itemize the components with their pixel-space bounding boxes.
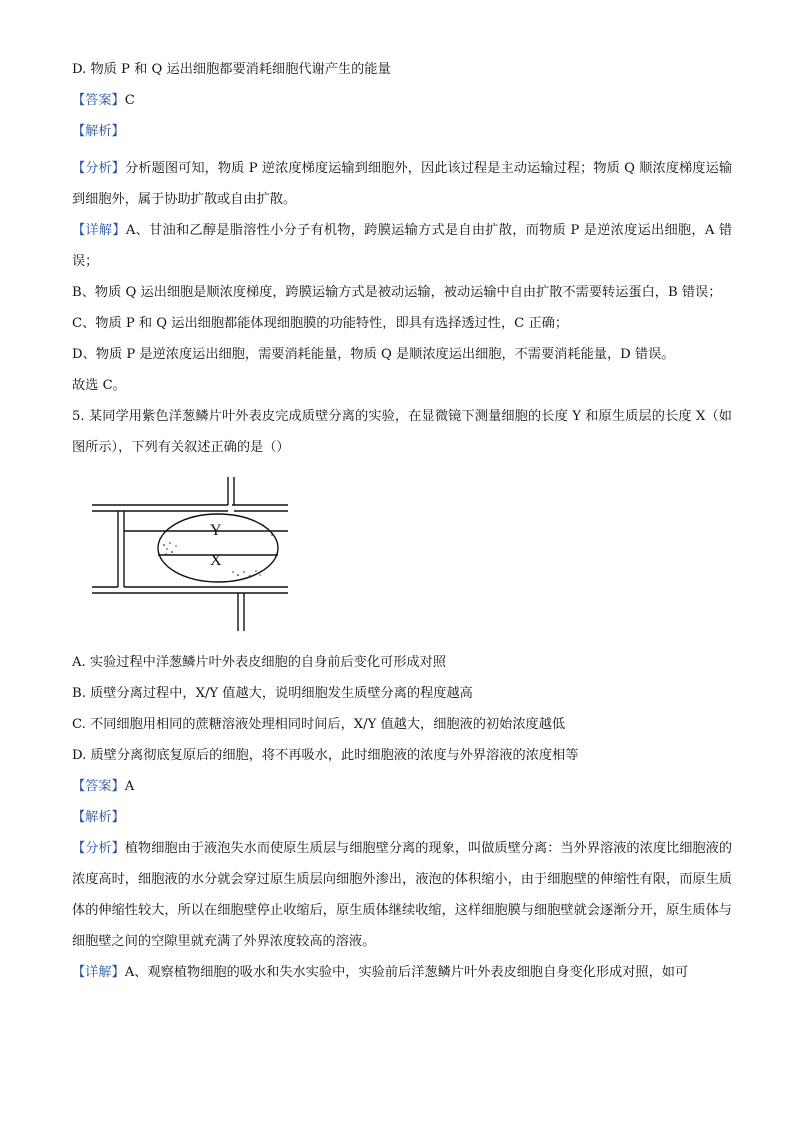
answer-value: C: [124, 93, 135, 108]
q4-xiangjie-b: B、物质 Q 运出细胞是顺浓度梯度，跨膜运输方式是被动运输，被动运输中自由扩散不需要转运蛋白，B 错误；: [72, 285, 722, 300]
xiangjie-a-text: A、观察植物细胞的吸水和失水实验中，实验前后洋葱鳞片叶外表皮细胞自身变化形成对照，如可: [124, 965, 689, 980]
q4-fenxi: [72, 153, 732, 215]
document-page: [72, 60, 732, 988]
q4-analysis-tag: 【解析】: [72, 124, 125, 139]
q5-option-c: C. 不同细胞用相同的蔗糖溶液处理相同时间后，X/Y 值越大，细胞液的初始浓度越低: [72, 717, 566, 732]
q4-answer: [72, 91, 732, 111]
fenxi-tag: 【分析】: [72, 161, 126, 176]
fenxi-tag: 【分析】: [72, 841, 125, 856]
fenxi-text: 植物细胞由于液泡失水而使原生质层与细胞壁分离的现象，叫做质壁分离：当外界溶液的浓度比细胞液的浓度高时，细胞液的水分就会穿过原生质层向细胞外渗出，液泡的体积缩小，由于细胞壁的伸缩性有限，而原生质体的伸缩性较大，所以在细胞壁停止收缩后，原生质体继续收缩，这样细胞膜与细胞壁就会逐渐分开，原生质体与细胞壁之间的空隙里就充满了外界浓度较高的溶液。: [72, 841, 733, 949]
cell-diagram: [88, 475, 288, 635]
q5-analysis-tag: 【解析】: [72, 810, 125, 825]
xiangjie-tag: 【详解】: [72, 223, 126, 238]
q4-xiangjie-a: [72, 215, 732, 277]
q5-answer: [72, 771, 732, 802]
q4-option-d: D. 物质 P 和 Q 运出细胞都要消耗细胞代谢产生的能量: [72, 62, 391, 77]
q4-xiangjie-c: C、物质 P 和 Q 运出细胞都能体现细胞膜的功能特性，即具有选择透过性，C 正确；: [72, 316, 569, 331]
q5-option-a: A. 实验过程中洋葱鳞片叶外表皮细胞的自身前后变化可形成对照: [72, 655, 446, 670]
q5-xiangjie-a: [72, 957, 732, 988]
q5-option-b: B. 质壁分离过程中，X/Y 值越大，说明细胞发生质壁分离的程度越高: [72, 686, 473, 701]
q5-fenxi: [72, 833, 732, 957]
answer-value: A: [124, 779, 135, 794]
plasmolysis-figure: [88, 475, 288, 635]
xiangjie-tag: 【详解】: [72, 965, 125, 980]
q5-option-d: D. 质壁分离彻底复原后的细胞，将不再吸水，此时细胞液的浓度与外界溶液的浓度相等: [72, 748, 579, 763]
label-x: X: [210, 552, 222, 569]
q4-conclusion: 故选 C。: [72, 378, 126, 393]
label-y: Y: [210, 522, 222, 539]
fenxi-text: 分析题图可知，物质 P 逆浓度梯度运输到细胞外，因此该过程是主动运输过程；物质 Q 顺浓度梯度运输到细胞外，属于协助扩散或自由扩散。: [72, 161, 733, 207]
answer-tag: 【答案】: [72, 93, 125, 108]
q4-xiangjie-d: D、物质 P 是逆浓度运出细胞，需要消耗能量，物质 Q 是顺浓度运出细胞，不需要消耗能量，D 错误。: [72, 347, 675, 362]
q5-stem: 5. 某同学用紫色洋葱鳞片叶外表皮完成质壁分离的实验，在显微镜下测量细胞的长度 Y 和原生质层的长度 X（如图所示），下列有关叙述正确的是（）: [72, 409, 732, 455]
answer-tag: 【答案】: [72, 779, 125, 794]
xiangjie-a-text: A、甘油和乙醇是脂溶性小分子有机物，跨膜运输方式是自由扩散，而物质 P 是逆浓度运出细胞，A 错误；: [72, 223, 733, 269]
